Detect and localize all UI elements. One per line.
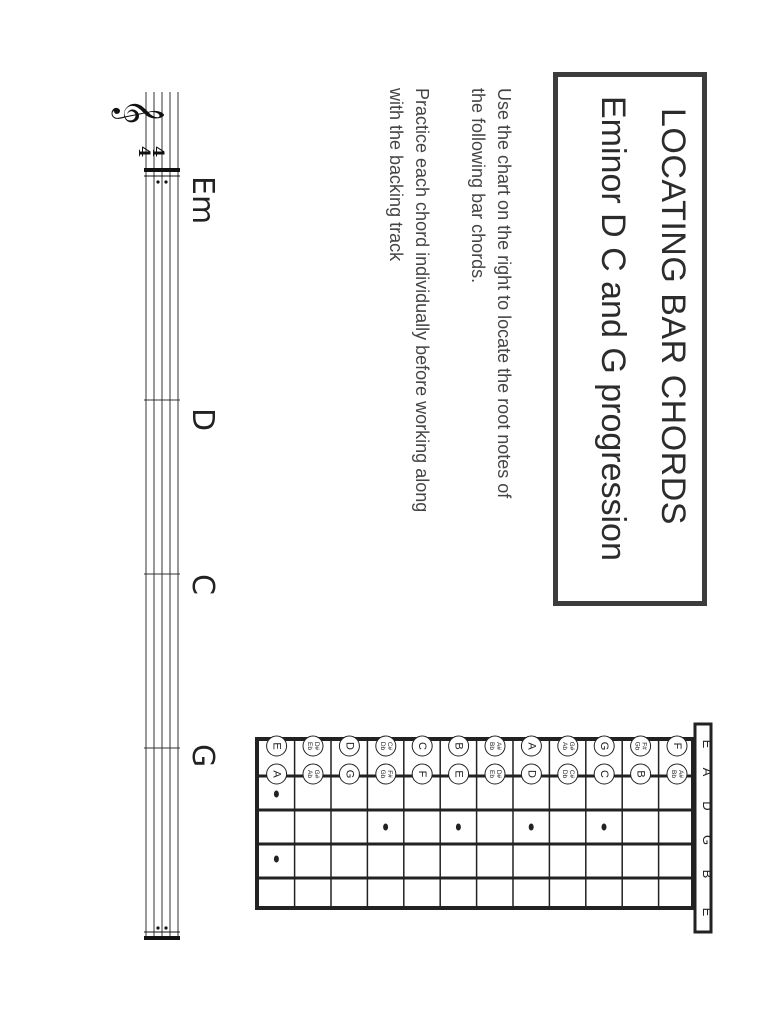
note-label: B (452, 742, 465, 750)
fret-marker (602, 824, 607, 831)
fret-marker (383, 824, 388, 831)
instruction-text: with the backing track (386, 88, 406, 262)
fret-marker (274, 791, 279, 798)
note-label: Bb (670, 770, 677, 778)
note-label: G# (567, 741, 575, 751)
chord-label-c: C (185, 574, 220, 595)
page-subtitle: Eminor D C and G progression (594, 96, 632, 561)
note-label: Eb (306, 742, 313, 750)
note-label: Db (378, 741, 386, 751)
page-title: LOCATING BAR CHORDS (654, 108, 692, 525)
note-label: Bb (488, 742, 495, 750)
instruction-text: Use the chart on the right to locate the root notes of (494, 88, 514, 499)
repeat-end-barline (144, 936, 180, 940)
note-label: Gb (633, 741, 641, 751)
instruction-text: Practice each chord individually before working along (412, 88, 432, 513)
note-label: A (270, 770, 283, 778)
note-label: A# (495, 742, 502, 750)
note-label: C# (385, 741, 393, 751)
fretboard-chart (255, 722, 715, 936)
note-label: C# (567, 769, 575, 779)
note-label: Ab (306, 770, 313, 778)
chord-label-g: G (185, 744, 220, 768)
string-label: A (700, 767, 715, 777)
string-label: D (700, 801, 715, 811)
note-label: E (270, 742, 283, 750)
note-label: G (598, 741, 611, 751)
note-label: Eb (488, 770, 495, 778)
note-label: D# (313, 741, 320, 751)
fret-marker (456, 824, 461, 831)
time-signature-bottom: 4 (135, 146, 154, 158)
note-label: D (343, 742, 356, 750)
note-label: C (598, 770, 611, 778)
note-label: F# (640, 742, 648, 750)
note-label: Db (560, 769, 568, 779)
chord-label-d: D (185, 408, 220, 432)
string-label: E (700, 907, 715, 917)
note-label: F# (385, 770, 393, 778)
note-label: A# (677, 770, 684, 778)
time-signature-top: 4 (149, 146, 168, 158)
note-label: D# (495, 769, 502, 779)
note-label: A (525, 742, 538, 750)
note-label: F (416, 770, 429, 778)
string-label-strip (695, 724, 711, 932)
string-label: E (700, 739, 715, 749)
string-label: B (700, 869, 715, 879)
string-label: G (700, 834, 715, 846)
fret-marker (274, 856, 279, 863)
note-label: Gb (378, 769, 386, 779)
fret-marker (529, 824, 534, 831)
repeat-start-barline (144, 168, 180, 172)
note-label: D (525, 770, 538, 778)
note-label: Ab (560, 742, 568, 750)
note-label: F (671, 742, 683, 750)
note-label: G (343, 769, 356, 779)
note-label: B (634, 770, 647, 778)
note-label: G# (313, 769, 320, 779)
chord-label-em: Em (185, 176, 220, 225)
instruction-text: the following bar chords. (468, 88, 488, 284)
note-label: C (416, 742, 429, 750)
treble-clef-icon: 𝄞 (113, 98, 165, 125)
note-label: E (452, 770, 465, 778)
